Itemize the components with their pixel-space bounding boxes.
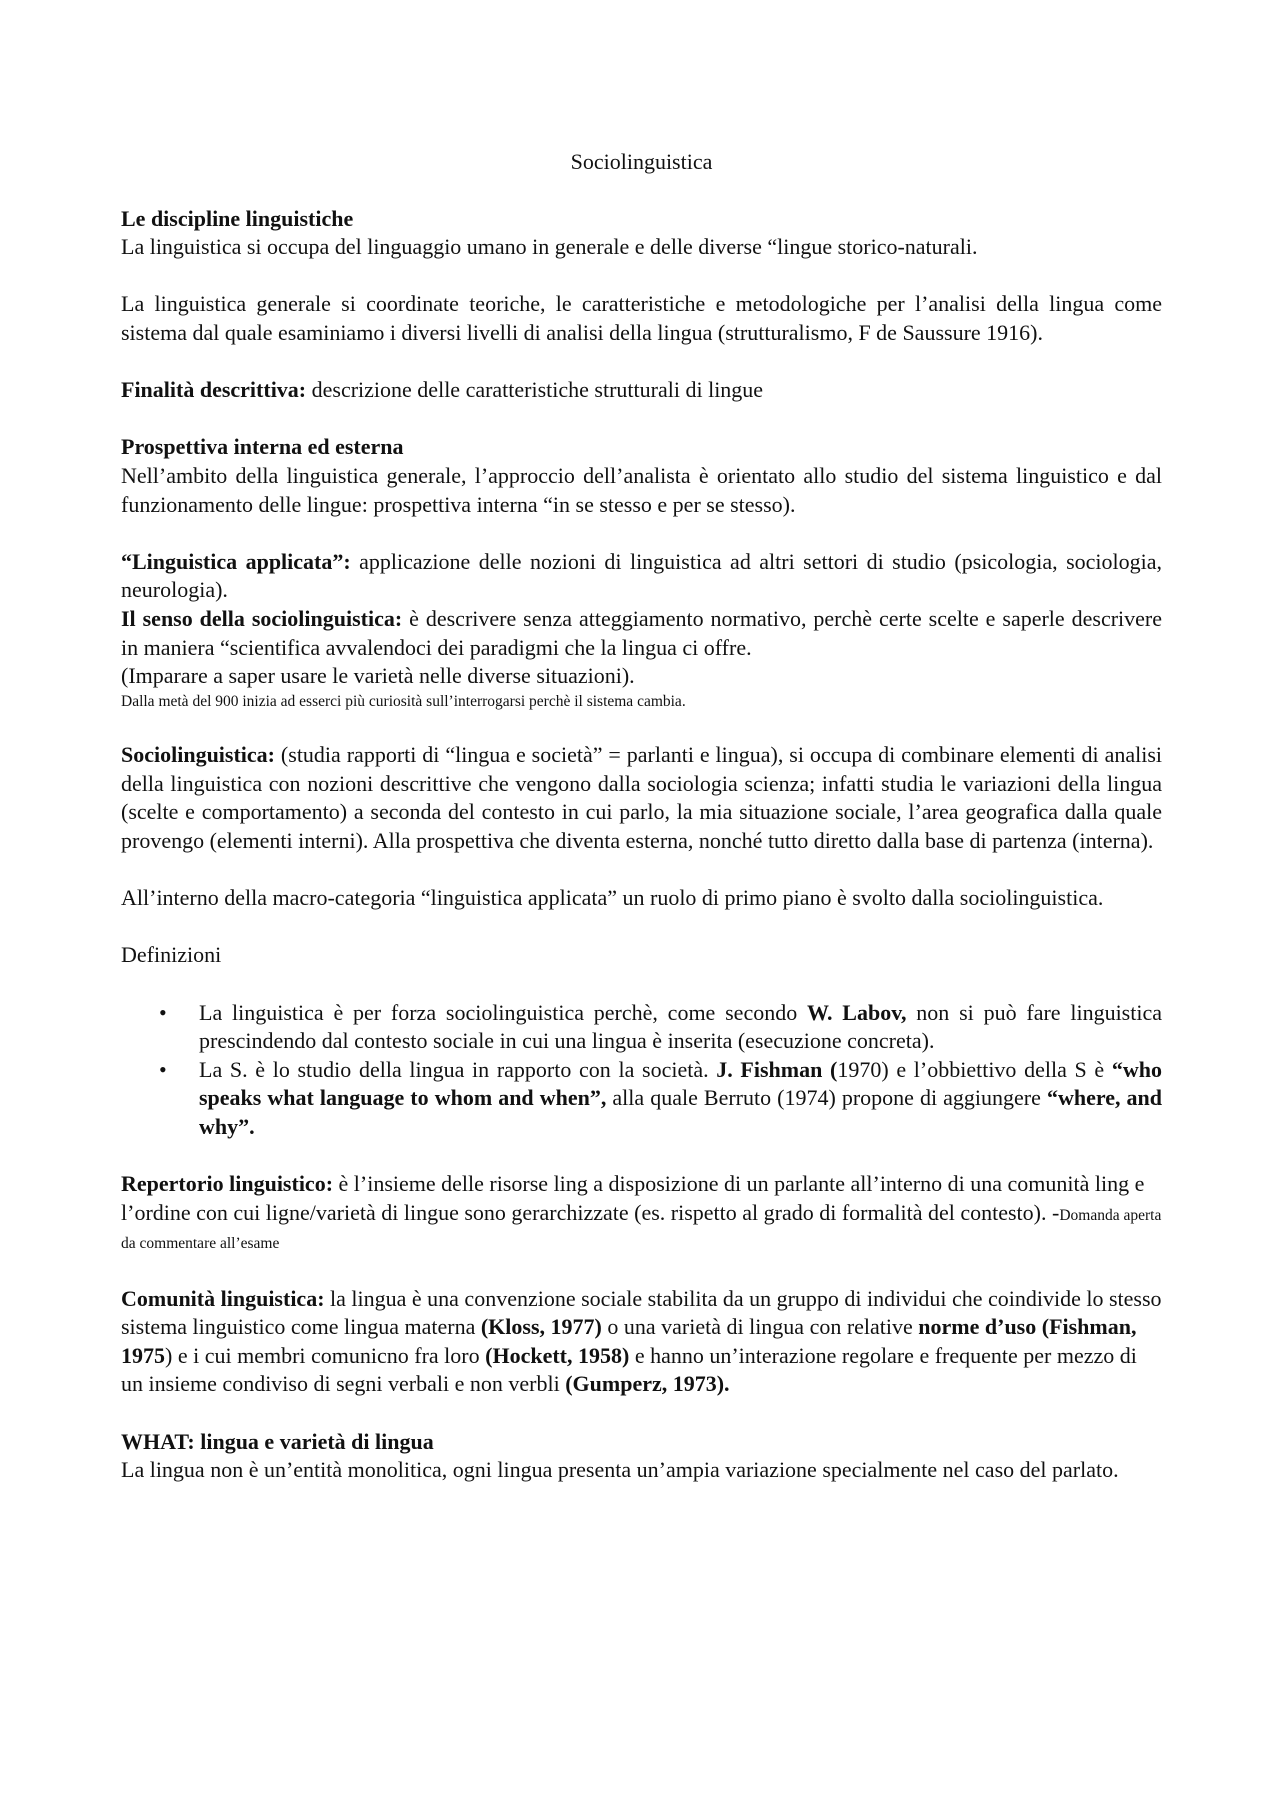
- definitions-list: [121, 999, 1162, 1142]
- paragraph-imparare: (Imparare a saper usare le varietà nelle diverse situazioni).: [121, 663, 635, 689]
- quote-bold: “where, and why”.: [199, 1085, 1162, 1139]
- paragraph-finalita: [121, 376, 1162, 405]
- author-name: J. Fishman (: [716, 1056, 838, 1082]
- text-senso-b: saperle descrivere in maniera “scientifica avvalendoci dei paradigmi che la lingua ci offre.: [121, 605, 1163, 660]
- paragraph-linguistica-generale: La linguistica generale si coordinate teoriche, le caratteristiche e metodologiche per l’analisi della lingua come sistema dal quale esaminiamo i diversi livelli di analisi della lingua (strutturalismo, F de Saussure 1916).: [121, 291, 1162, 345]
- list-item: [121, 999, 1162, 1056]
- spacer: [121, 1399, 1162, 1428]
- note-meta-900: Dalla metà del 900 inizia ad esserci più curiosità sull’interrogarsi perchè il sistema cambia.: [121, 692, 686, 710]
- spacer: [121, 1256, 1162, 1285]
- section-heading-discipline: [121, 205, 1162, 234]
- label-sociolinguistica: Sociolinguistica:: [121, 742, 276, 768]
- heading-text: Prospettiva interna ed esterna: [121, 434, 404, 460]
- spacer: [121, 519, 1162, 548]
- text-comunita: e hanno un’interazione regolare e frequente per mezzo di un insieme condiviso di segni verbali e non verbli: [121, 1342, 1137, 1397]
- label-repertorio: Repertorio linguistico:: [121, 1171, 334, 1197]
- reference-hockett: (Hockett, 1958): [485, 1342, 630, 1368]
- section-heading-prospettiva: [121, 433, 1162, 462]
- page-title: Sociolinguistica: [570, 149, 713, 174]
- paragraph-what: La lingua non è un’entità monolitica, ogni lingua presenta un’ampia variazione specialmente nel caso del parlato.: [121, 1457, 1119, 1483]
- label-senso: Il senso della sociolinguistica:: [121, 605, 403, 631]
- paragraph-prospettiva: Nell’ambito della linguistica generale, l’approccio dell’analista è orientato allo studio del sistema linguistico e dal funzionamento delle lingue: prospettiva interna “in se stesso e per se stesso).: [121, 462, 1162, 517]
- spacer: [121, 713, 1162, 742]
- item-text: non si può fare linguistica prescindendo dal contesto sociale in cui una lingua è inserita (esecuzione concreta).: [199, 999, 1162, 1054]
- paragraph-comunita: [121, 1285, 1162, 1399]
- spacer: [121, 913, 1162, 942]
- text-applicata: applicazione delle nozioni di linguistica ad altri settori di studio (psicologia, sociologia, neurologia).: [121, 548, 1162, 603]
- spacer: [121, 1142, 1162, 1171]
- paragraph-linguistica-applicata: [121, 548, 1162, 605]
- label-finalita: Finalità descrittiva:: [121, 377, 307, 403]
- paragraph-discipline: La linguistica si occupa del linguaggio umano in generale e delle diverse “lingue storico-naturali.: [121, 234, 978, 260]
- author-name: W. Labov,: [807, 999, 907, 1025]
- bullet-icon: •: [159, 1056, 167, 1082]
- section-heading-what: [121, 1428, 1162, 1457]
- item-text: La S. è lo studio della lingua in rapporto con la società.: [199, 1056, 717, 1082]
- reference-fishman: norme d’uso (Fishman, 1975: [121, 1314, 1137, 1368]
- text-comunita: o una varietà di lingua con relative: [601, 1314, 919, 1340]
- definizioni-heading: Definizioni: [121, 942, 222, 968]
- reference-gumperz: (Gumperz, 1973).: [565, 1371, 730, 1397]
- text-finalita: descrizione delle caratteristiche strutturali di lingue: [306, 377, 764, 403]
- text-comunita: ) e i cui membri comunicno fra loro: [165, 1342, 486, 1368]
- item-text: alla quale Berruto (1974) propone di aggiungere: [606, 1085, 1047, 1111]
- spacer: [121, 262, 1162, 291]
- bullet-icon: •: [159, 999, 167, 1025]
- paragraph-macro-categoria: All’interno della macro-categoria “linguistica applicata” un ruolo di primo piano è svolto dalla sociolinguistica.: [121, 885, 1104, 911]
- document-page: [121, 148, 1162, 1485]
- spacer: [121, 856, 1162, 885]
- label-applicata: “Linguistica applicata”:: [121, 548, 351, 574]
- text-socio-b: infatti studia le variazioni della lingua (scelte e comportamento) a seconda del contesto in cui parlo, la mia situazione sociale, l’area geografica dalla quale provengo (elementi interni). Alla prospettiva che diventa esterna, nonché tutto diretto dalla base di partenza (interna).: [121, 770, 1162, 854]
- text-senso-a: è descrivere senza atteggiamento normativo, perchè certe scelte e: [402, 605, 1003, 631]
- list-item: [121, 1056, 1162, 1142]
- text-comunita: la lingua è una convenzione sociale stabilita da un gruppo di individui che coindivide lo stesso sistema linguistico come lingua materna: [121, 1285, 1162, 1340]
- spacer: [121, 970, 1162, 999]
- note-domanda: Domanda aperta da commentare all’esame: [121, 1206, 1162, 1253]
- paragraph-sociolinguistica: [121, 741, 1162, 855]
- item-text: La linguistica è per forza sociolinguistica perchè, come secondo: [199, 999, 808, 1025]
- paragraph-repertorio: [121, 1170, 1162, 1256]
- label-comunita: Comunità linguistica:: [121, 1285, 325, 1311]
- reference-kloss: (Kloss, 1977): [480, 1314, 602, 1340]
- heading-text: WHAT: lingua e varietà di lingua: [121, 1428, 434, 1454]
- paragraph-senso: [121, 605, 1162, 662]
- heading-text: Le discipline linguistiche: [121, 205, 354, 231]
- spacer: [121, 405, 1162, 434]
- quote-bold: “who speaks what language to whom and when”,: [199, 1056, 1162, 1111]
- text-socio-a: (studia rapporti di “lingua e società” = parlanti e lingua), si occupa di combinare elementi di analisi della linguistica con nozioni descrittive che vengono dalla sociologia scienza;: [121, 742, 1162, 796]
- item-text: 1970) e l’obbiettivo della S è: [837, 1056, 1112, 1082]
- text-repertorio: è l’insieme delle risorse ling a disposizione di un parlante all’interno di una comunità ling e l’ordine con cui ligne/varietà di lingue sono gerarchizzate (es. rispetto al grado di formalità del contesto). -: [121, 1171, 1145, 1225]
- spacer: [121, 348, 1162, 377]
